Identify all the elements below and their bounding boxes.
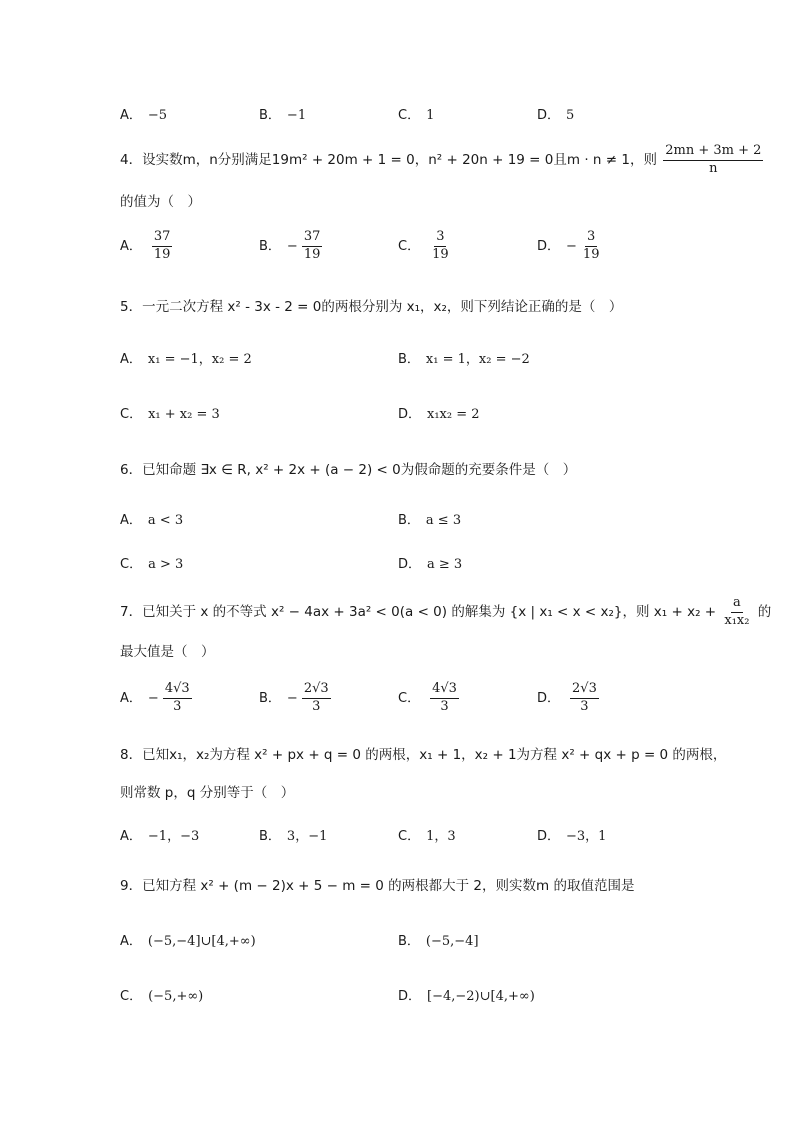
option-b[interactable]: B． x₁ = 1，x₂ = −2 — [398, 352, 530, 367]
option-a[interactable]: A． −1，−3 — [120, 829, 200, 844]
fraction-numerator: 2mn + 3m + 2 — [663, 144, 763, 161]
option-c[interactable]: C． (−5,+∞) — [120, 989, 204, 1004]
option-c[interactable]: C． x₁ + x₂ = 3 — [120, 407, 220, 422]
option-a[interactable]: A． a < 3 — [120, 513, 184, 528]
option-c[interactable]: C． $\frac{4√3}{3}$ — [398, 681, 457, 714]
question-7-fraction — [722, 596, 751, 629]
option-d[interactable]: D． $\frac{2√3}{3}$ — [537, 681, 597, 714]
option-d[interactable]: D． − $\frac{3}{19}$ — [537, 229, 600, 262]
question-5-stem: 5．一元二次方程 x² - 3x - 2 = 0的两根分别为 x₁，x₂，则下列结论正确的是（ ） — [120, 299, 623, 315]
question-4-fraction — [663, 144, 763, 177]
option-b[interactable]: B． 3，−1 — [259, 829, 328, 844]
option-c[interactable]: C． a > 3 — [120, 557, 184, 572]
option-b[interactable]: B． (−5,−4] — [398, 934, 479, 949]
option-d[interactable]: D． [−4,−2)∪[4,+∞) — [398, 989, 535, 1004]
fraction-numerator: a — [731, 596, 743, 613]
option-b[interactable]: B． − $\frac{37}{19}$ — [259, 229, 321, 262]
option-a[interactable]: A． $\frac{37}{19}$ — [120, 229, 171, 262]
option-a[interactable]: A． (−5,−4]∪[4,+∞) — [120, 934, 256, 949]
option-b[interactable]: B． −1 — [259, 108, 307, 123]
option-a[interactable]: A． x₁ = −1，x₂ = 2 — [120, 352, 252, 367]
question-8-stem-line2: 则常数 p，q 分别等于（ ） — [120, 785, 295, 801]
question-4-text: 4．设实数m，n分别满足19m² + 20m + 1 = 0，n² + 20n + 19 = 0且m · n ≠ 1，则 — [120, 151, 657, 168]
option-c[interactable]: C． $\frac{3}{19}$ — [398, 229, 449, 262]
option-c[interactable]: C． 1，3 — [398, 829, 456, 844]
question-7-stem-line2: 最大值是（ ） — [120, 644, 215, 660]
question-4-stem-line2: 的值为（ ） — [120, 194, 201, 210]
question-6-stem: 6．已知命题 ∃x ∈ R, x² + 2x + (a − 2) < 0为假命题的充要条件是（ ） — [120, 462, 577, 478]
fraction-denominator: n — [709, 160, 718, 176]
question-4-stem — [120, 143, 762, 177]
option-d[interactable]: D． 5 — [537, 108, 575, 123]
option-d[interactable]: D． −3，1 — [537, 829, 607, 844]
option-a[interactable]: A． − $\frac{4√3}{3}$ — [120, 681, 190, 714]
question-9-stem: 9．已知方程 x² + (m − 2)x + 5 − m = 0 的两根都大于 2，则实数m 的取值范围是 — [120, 878, 635, 894]
option-b[interactable]: B． a ≤ 3 — [398, 513, 462, 528]
option-c[interactable]: C． 1 — [398, 108, 435, 123]
option-d[interactable]: D． a ≥ 3 — [398, 557, 463, 572]
question-8-stem: 8．已知x₁，x₂为方程 x² + px + q = 0 的两根，x₁ + 1，x₂ + 1为方程 x² + qx + p = 0 的两根， — [120, 747, 727, 763]
option-a[interactable]: A． −5 — [120, 108, 168, 123]
option-b[interactable]: B． − $\frac{2√3}{3}$ — [259, 681, 329, 714]
fraction-denominator: x₁x₂ — [724, 612, 750, 628]
question-7-stem: 7．已知关于 x 的不等式 x² − 4ax + 3a² < 0(a < 0) 的解集为 {x | x₁ < x < x₂}，则 x₁ + x₂ + $\frac{a}{\text{x₁x₂}}$ 的 — [120, 595, 772, 628]
option-d[interactable]: D． x₁x₂ = 2 — [398, 407, 480, 422]
